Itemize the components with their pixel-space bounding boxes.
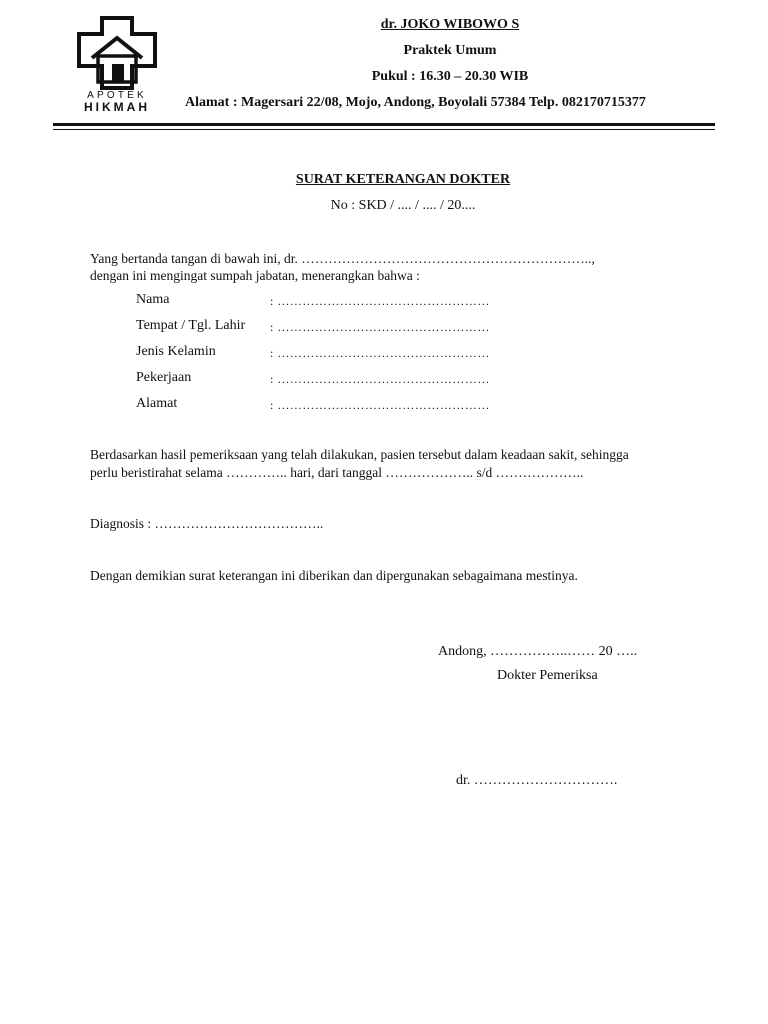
field-label-tempat-tgl-lahir: Tempat / Tgl. Lahir — [136, 318, 246, 333]
field-value-jenis-kelamin: : …………………………………………… — [270, 346, 490, 360]
field-label-jenis-kelamin: Jenis Kelamin — [136, 344, 216, 359]
field-label-pekerjaan: Pekerjaan — [136, 370, 192, 385]
signature-doctor-name: dr. …………………………. — [456, 773, 618, 788]
diagnosis-line: Diagnosis : ……………………………….. — [90, 516, 324, 531]
logo-text-hikmah: HIKMAH — [84, 100, 150, 114]
field-value-tempat-tgl-lahir: : …………………………………………… — [270, 320, 490, 334]
logo-text-apotek: APOTEK — [87, 90, 147, 101]
document-title: SURAT KETERANGAN DOKTER — [295, 172, 511, 187]
exam-result-line-1: Berdasarkan hasil pemeriksaan yang telah dilakukan, pasien tersebut dalam keadaan sakit, sehingga — [90, 447, 629, 462]
doctor-name-heading: dr. JOKO WIBOWO S — [380, 17, 520, 32]
practice-hours: Pukul : 16.30 – 20.30 WIB — [371, 69, 529, 84]
practice-address: Alamat : Magersari 22/08, Mojo, Andong, Boyolali 57384 Telp. 082170715377 — [185, 95, 646, 110]
field-value-nama: : …………………………………………… — [270, 294, 490, 308]
intro-line-1: Yang bertanda tangan di bawah ini, dr. ……………………………………………………….., — [90, 251, 595, 266]
practice-type: Praktek Umum — [403, 43, 497, 58]
header-divider-thin — [53, 129, 715, 130]
signature-place-date: Andong, ……………..…… 20 ….. — [438, 644, 638, 659]
field-label-nama: Nama — [136, 292, 170, 307]
signature-role: Dokter Pemeriksa — [497, 668, 598, 683]
intro-line-2: dengan ini mengingat sumpah jabatan, menerangkan bahwa : — [90, 268, 420, 283]
closing-statement: Dengan demikian surat keterangan ini diberikan dan dipergunakan sebagaimana mestinya. — [90, 568, 578, 583]
exam-result-line-2: perlu beristirahat selama ………….. hari, dari tanggal ……………….. s/d ……………….. — [90, 465, 584, 480]
field-value-alamat: : …………………………………………… — [270, 398, 490, 412]
field-label-alamat: Alamat — [136, 396, 178, 411]
header-divider-thick — [53, 123, 715, 126]
field-value-pekerjaan: : …………………………………………… — [270, 372, 490, 386]
document-number: No : SKD / .... / .... / 20.... — [330, 198, 476, 213]
